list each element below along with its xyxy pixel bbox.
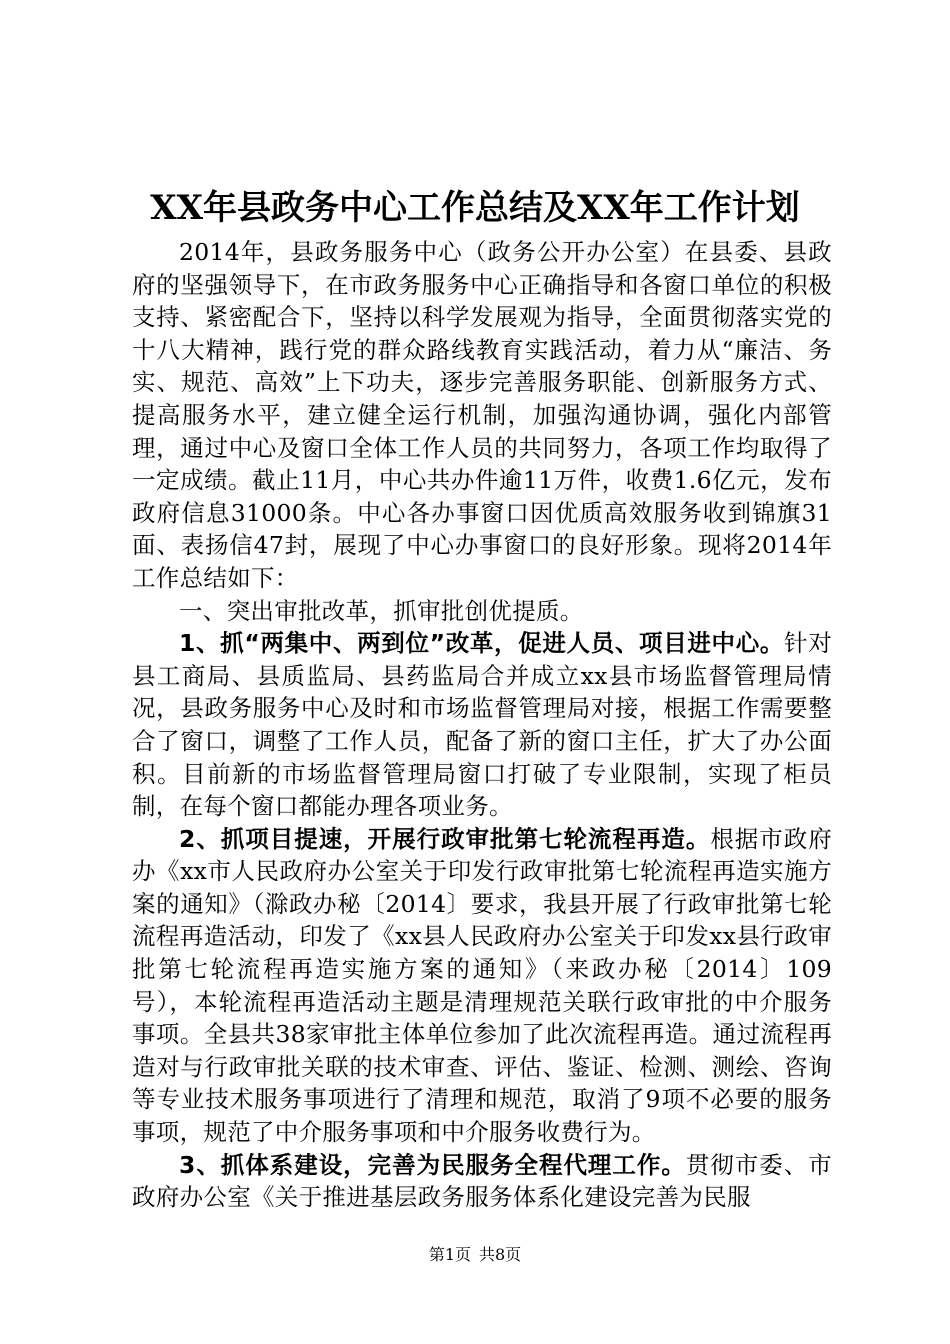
paragraph-text: 2014年，县政务服务中心（政务公开办公室）在县委、县政府的坚强领导下，在市政务服务中心正确指导和各窗口单位的积极支持、紧密配合下，坚持以科学发展观为指导，全面贯彻落实党的十八大精神，践行党的群众路线教育实践活动，着力从“廉洁、务实、规范、高效”上下功夫，逐步完善服务职能、创新服务方式、提高服务水平，建立健全运行机制，加强沟通协调，强化内部管理，通过中心及窗口全体工作人员的共同努力，各项工作均取得了一定成绩。截止11月，中心共办件逾11万件，收费1.6亿元，发布政府信息31000条。中心各办事窗口因优质高效服务收到锦旗31面、表扬信47封，展现了中心办事窗口的良好形象。现将2014年工作总结如下： [132,238,832,592]
page-number: 第1页 [428,1245,471,1264]
body-paragraph [132,823,832,1149]
page-footer [0,1245,950,1265]
body-paragraph [132,1149,832,1214]
document-title: XX年县政务中心工作总结及XX年工作计划 [150,188,800,228]
section-heading: 一、突出审批改革，抓审批创优提质。 [179,596,584,625]
paragraph-lead: 1、抓“两集中、两到位”改革，促进人员、项目进中心。 [179,629,785,658]
document-body [132,236,832,1214]
paragraph-lead: 3、抓体系建设，完善为民服务全程代理工作。 [179,1150,686,1179]
page-total: 共8页 [479,1245,522,1264]
paragraph-text: 贯彻市委、市政府办公室《关于推进基层政务服务体系化建设完善为民服 [132,1150,832,1212]
paragraph-lead: 2、抓项目提速，开展行政审批第七轮流程再造。 [179,824,711,853]
body-paragraph [132,627,832,823]
intro-paragraph [132,236,832,595]
paragraph-text: 针对县工商局、县质监局、县药监局合并成立xx县市场监督管理局情况，县政务服务中心及时和市场监督管理局对接，根据工作需要整合了窗口，调整了工作人员，配备了新的窗口主任，扩大了办公面积。目前新的市场监督管理局窗口打破了专业限制，实现了柜员制，在每个窗口都能办理各项业务。 [132,629,832,821]
paragraph-text: 根据市政府办《xx市人民政府办公室关于印发行政审批第七轮流程再造实施方案的通知》（滁政办秘〔2014〕要求，我县开展了行政审批第七轮流程再造活动，印发了《xx县人民政府办公室关于印发xx县行政审批第七轮流程再造实施方案的通知》（来政办秘〔2014〕109号），本轮流程再造活动主题是清理规范关联行政审批的中介服务事项。全县共38家审批主体单位参加了此次流程再造。通过流程再造对与行政审批关联的技术审查、评估、鉴证、检测、测绘、咨询等专业技术服务事项进行了清理和规范，取消了9项不必要的服务事项，规范了中介服务事项和中介服务收费行为。 [132,824,833,1147]
